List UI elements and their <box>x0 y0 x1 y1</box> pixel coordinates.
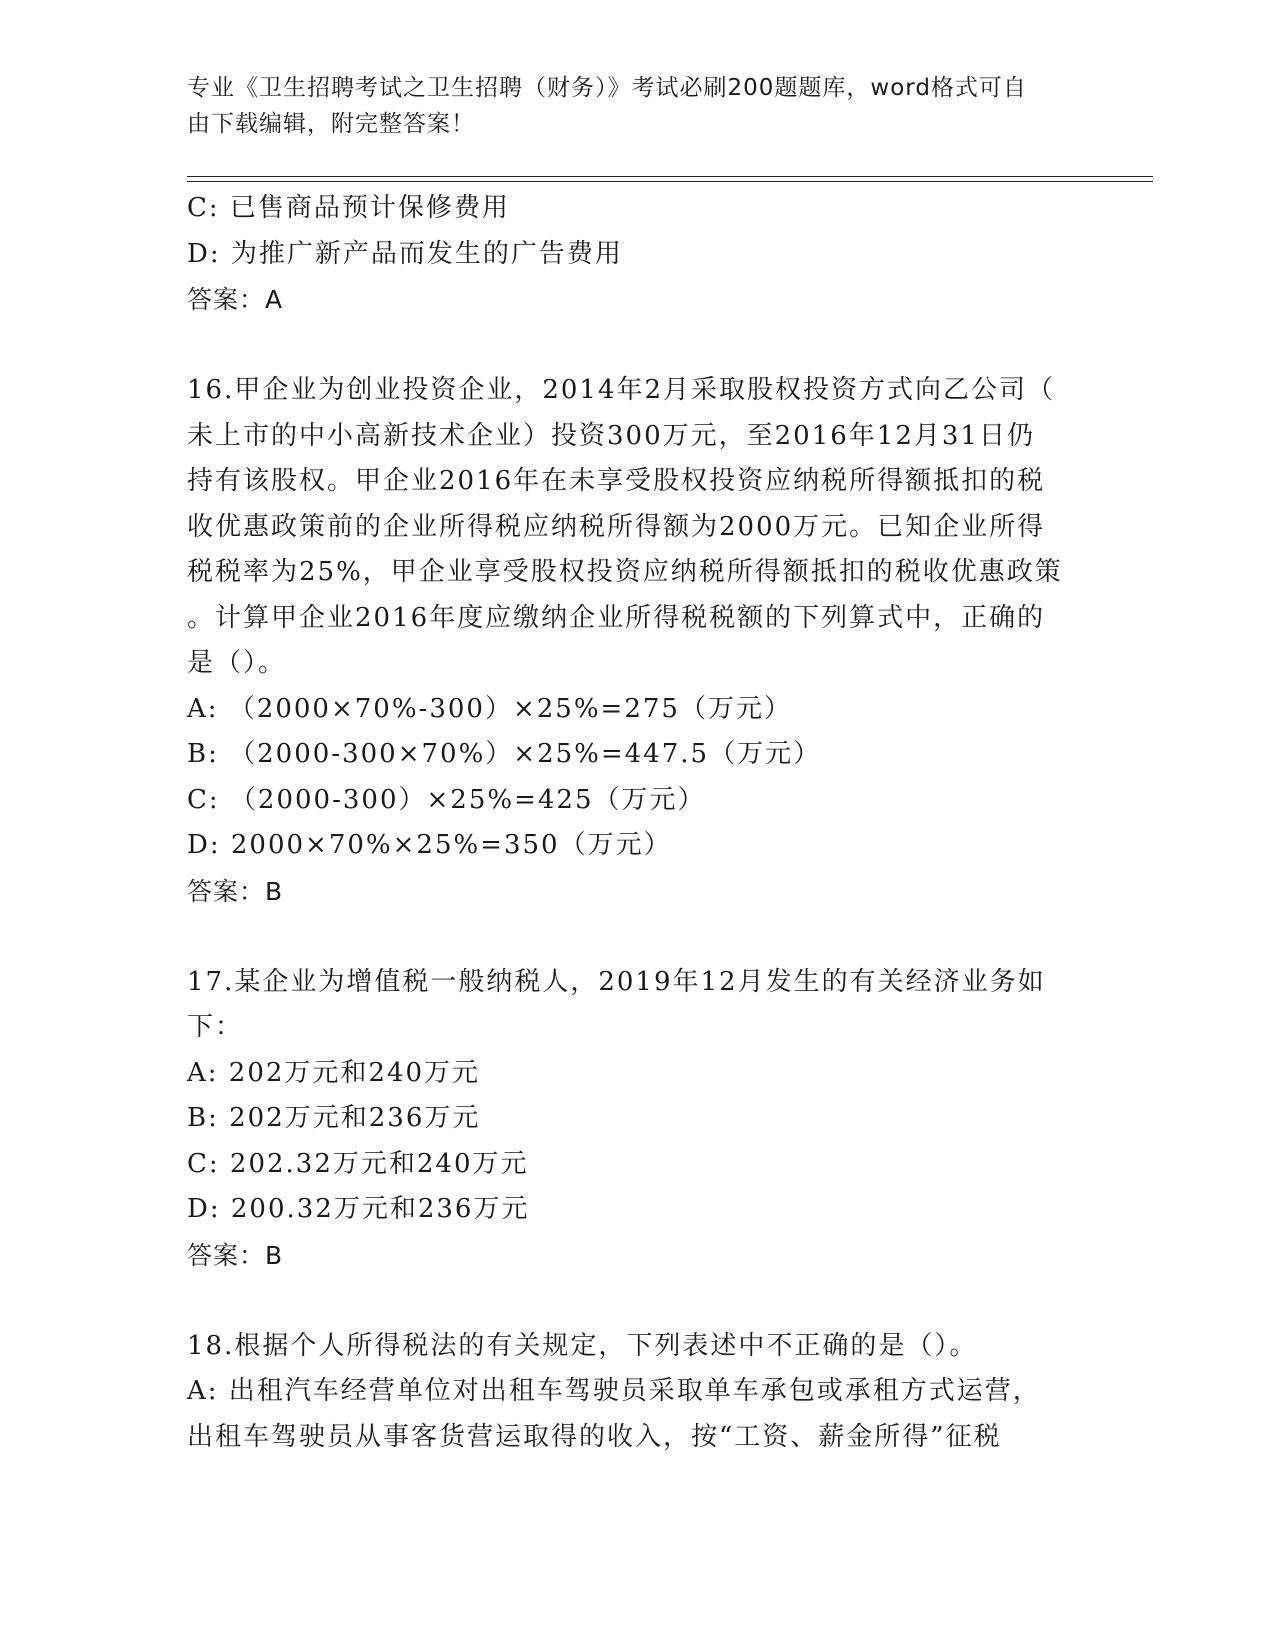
document-header <box>187 70 1067 142</box>
question-stem-line: 是（）。 <box>187 648 287 678</box>
header-line-2: 由下载编辑，附完整答案！ <box>187 111 475 137</box>
option-b: B: 202万元和236万元 <box>187 1103 481 1133</box>
question-16 <box>187 368 1087 914</box>
option-a: A: （2000×70%-300）×25%=275（万元） <box>187 693 792 724</box>
option-d: D: 为推广新产品而发生的广告费用 <box>187 238 623 269</box>
option-a-continued: 出租车驾驶员从事客货营运取得的收入，按“工资、薪金所得”征税 <box>187 1421 1002 1452</box>
header-divider-bottom <box>187 181 1153 182</box>
option-a: A: 出租汽车经营单位对出租车驾驶员采取单车承包或承租方式运营， <box>187 1376 1041 1406</box>
option-d: D: 2000×70%×25%=350（万元） <box>187 830 672 860</box>
question-prev <box>187 186 1087 323</box>
spacer <box>187 914 1087 960</box>
question-stem-line: 。计算甲企业2016年度应缴纳企业所得税税额的下列算式中，正确的 <box>187 602 1046 633</box>
header-divider-top <box>187 176 1153 177</box>
question-stem-line: 税税率为25%，甲企业享受股权投资应纳税所得额抵扣的税收优惠政策 <box>187 557 1063 587</box>
spacer <box>187 1278 1087 1324</box>
question-17 <box>187 960 1087 1279</box>
question-18 <box>187 1324 1087 1461</box>
document-body <box>187 186 1087 1460</box>
option-c: C: 202.32万元和240万元 <box>187 1148 529 1179</box>
spacer <box>187 323 1087 369</box>
option-c: C: （2000-300）×25%=425（万元） <box>187 784 706 815</box>
question-stem-line: 18.根据个人所得税法的有关规定，下列表述中不正确的是（）。 <box>187 1330 978 1361</box>
question-stem-line: 收优惠政策前的企业所得税应纳税所得额为2000万元。已知企业所得 <box>187 511 1046 542</box>
question-stem-line: 17.某企业为增值税一般纳税人，2019年12月发生的有关经济业务如 <box>187 966 1046 997</box>
answer-line: 答案：B <box>187 876 284 906</box>
option-d: D: 200.32万元和236万元 <box>187 1194 530 1224</box>
question-stem-line: 下： <box>187 1012 244 1042</box>
question-stem-line: 未上市的中小高新技术企业）投资300万元，至2016年12月31日仍 <box>187 420 1035 451</box>
option-c: C: 已售商品预计保修费用 <box>187 193 510 223</box>
header-line-1: 专业《卫生招聘考试之卫生招聘（财务）》考试必刷200题题库，word格式可自 <box>187 75 1027 101</box>
option-a: A: 202万元和240万元 <box>187 1057 481 1088</box>
answer-line: 答案：B <box>187 1240 284 1270</box>
option-b: B: （2000-300×70%）×25%=447.5（万元） <box>187 739 822 769</box>
question-stem-line: 16.甲企业为创业投资企业，2014年2月采取股权投资方式向乙公司（ <box>187 375 1056 405</box>
answer-line: 答案：A <box>187 285 284 314</box>
question-stem-line: 持有该股权。甲企业2016年在未享受股权投资应纳税所得额抵扣的税 <box>187 466 1046 496</box>
